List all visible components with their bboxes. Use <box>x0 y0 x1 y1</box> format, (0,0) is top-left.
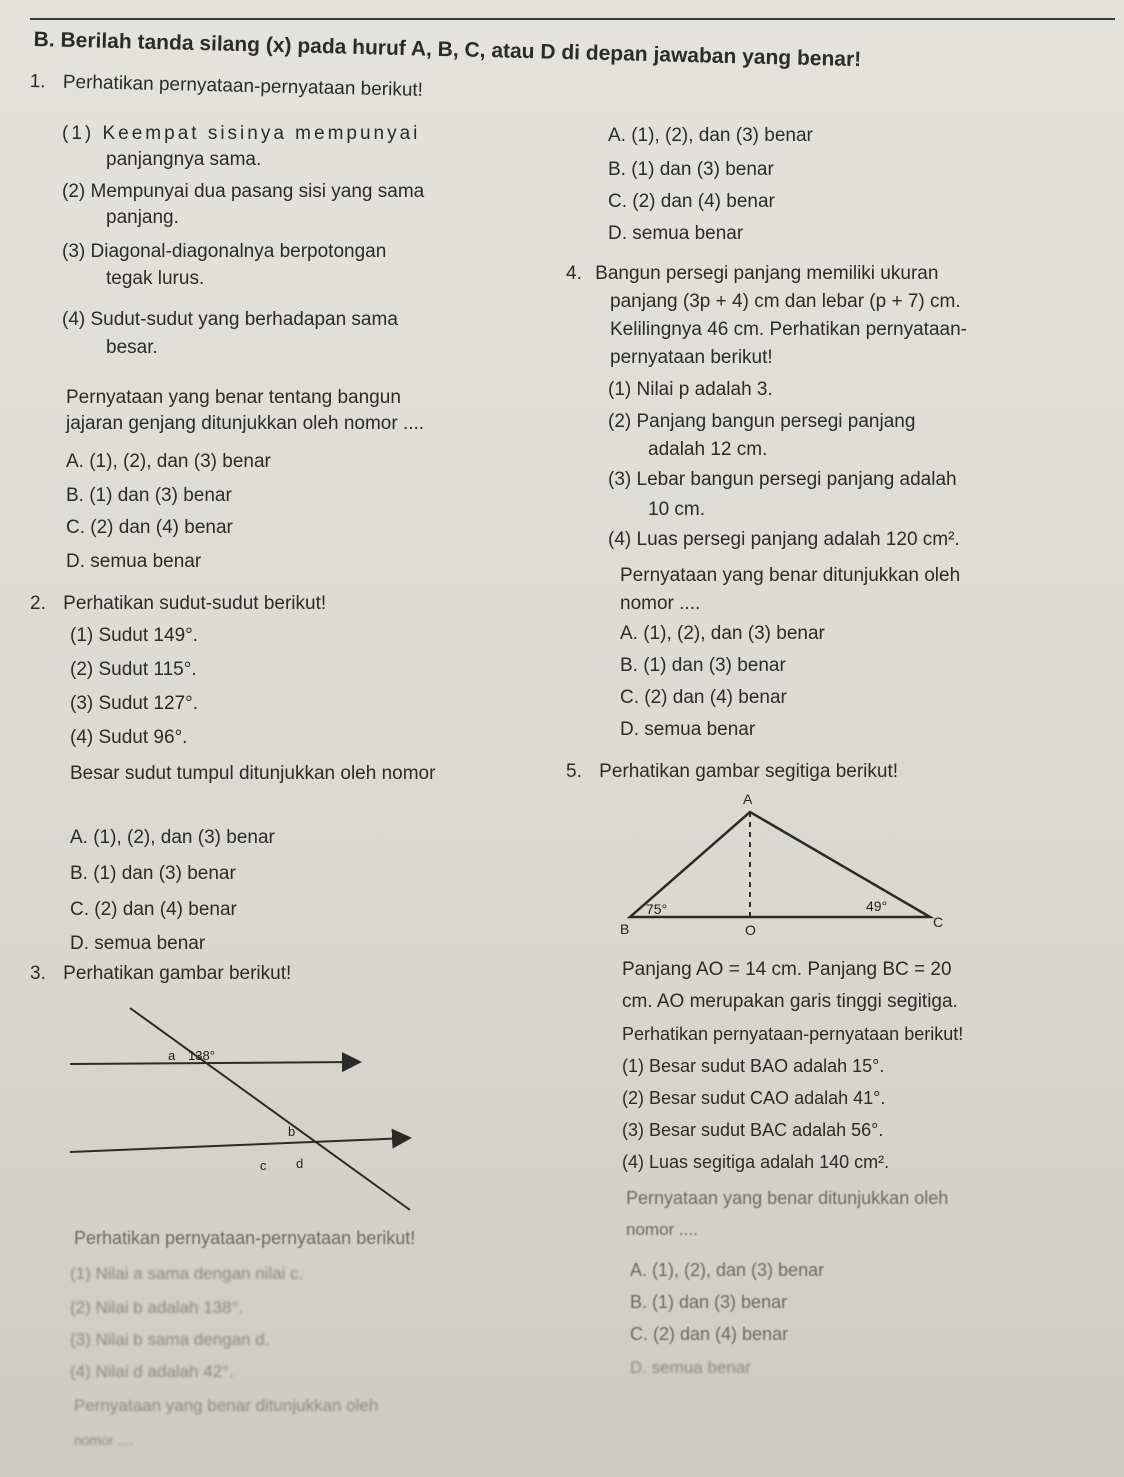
q4-line-3: Kelilingnya 46 cm. Perhatikan pernyataan- <box>610 319 967 340</box>
q4-line-2: panjang (3p + 4) cm dan lebar (p + 7) cm. <box>610 291 961 312</box>
foot-o-label: O <box>745 922 756 938</box>
q2-number: 2. <box>30 593 46 614</box>
q1-option-d[interactable]: D. semua benar <box>66 551 202 572</box>
q3-prompt <box>30 962 291 986</box>
q5-line-2: cm. AO merupakan garis tinggi segitiga. <box>622 991 958 1012</box>
q3-statement-3: (3) Nilai b sama dengan d. <box>70 1330 270 1349</box>
q1-statement-1: (1) Keempat sisinya mempunyai <box>62 123 421 144</box>
q2-statement-2: (2) Sudut 115°. <box>70 659 197 680</box>
q4-statement-4: (4) Luas persegi panjang adalah 120 cm². <box>608 529 960 550</box>
q3-number: 3. <box>30 963 46 984</box>
q3-question: Pernyataan yang benar ditunjukkan oleh <box>74 1396 379 1415</box>
q2-option-d[interactable]: D. semua benar <box>70 933 206 954</box>
q2-prompt-text: Perhatikan sudut-sudut berikut! <box>63 593 327 614</box>
q4-option-d[interactable]: D. semua benar <box>620 719 756 740</box>
q1-statement-3: (3) Diagonal-diagonalnya berpotongan <box>62 241 387 262</box>
q1-question-cont: jajaran genjang ditunjukkan oleh nomor .... <box>66 413 425 434</box>
q5-line-1: Panjang AO = 14 cm. Panjang BC = 20 <box>622 959 952 980</box>
q4-line-1-text: Bangun persegi panjang memiliki ukuran <box>595 263 939 284</box>
q3-statement-1: (1) Nilai a sama dengan nilai c. <box>70 1264 304 1283</box>
q4-statement-2: (2) Panjang bangun persegi panjang <box>608 411 916 432</box>
q4-statement-3-cont: 10 cm. <box>648 499 706 520</box>
q4-question: Pernyataan yang benar ditunjukkan oleh <box>620 565 961 586</box>
q3-statement-4: (4) Nilai d adalah 42°. <box>70 1362 234 1381</box>
angle-c-label-fig: c <box>260 1158 267 1173</box>
q1-statement-4: (4) Sudut-sudut yang berhadapan sama <box>62 309 398 330</box>
q1-statement-1-cont: panjangnya sama. <box>106 149 262 170</box>
q3-option-a[interactable]: A. (1), (2), dan (3) benar <box>630 1260 825 1280</box>
q4-statement-2-cont: adalah 12 cm. <box>648 439 768 460</box>
angle-b-label: 75° <box>646 901 668 917</box>
q1-right-option-d[interactable]: D. semua benar <box>608 223 744 244</box>
triangle-figure <box>600 782 980 952</box>
q2-option-c[interactable]: C. (2) dan (4) benar <box>70 899 237 920</box>
vertex-b-label: B <box>620 921 630 937</box>
q5-statement-3: (3) Besar sudut BAC adalah 56°. <box>622 1120 884 1140</box>
q3-statement-2: (2) Nilai b adalah 138°. <box>70 1298 244 1317</box>
angle-b-label-fig: b <box>288 1124 296 1139</box>
q5-prompt <box>566 760 898 784</box>
q1-right-option-c[interactable]: C. (2) dan (4) benar <box>608 191 775 212</box>
q1-prompt-text: Perhatikan pernyataan-pernyataan berikut! <box>62 71 424 101</box>
angle-c-label: 49° <box>866 898 888 914</box>
q1-right-option-b[interactable]: B. (1) dan (3) benar <box>608 159 774 180</box>
angle-138-label: 138° <box>188 1048 215 1063</box>
q3-option-b[interactable]: B. (1) dan (3) benar <box>630 1292 788 1312</box>
q1-question: Pernyataan yang benar tentang bangun <box>66 387 401 408</box>
q4-statement-1: (1) Nilai p adalah 3. <box>608 379 773 400</box>
q2-question: Besar sudut tumpul ditunjukkan oleh nomor <box>70 763 436 784</box>
q4-number: 4. <box>566 263 582 284</box>
q4-option-c[interactable]: C. (2) dan (4) benar <box>620 687 787 708</box>
vertex-a-label: A <box>743 791 753 807</box>
q3-option-c[interactable]: C. (2) dan (4) benar <box>630 1324 789 1344</box>
q1-option-a[interactable]: A. (1), (2), dan (3) benar <box>66 451 271 472</box>
q1-number: 1. <box>29 70 46 93</box>
q4-line-4: pernyataan berikut! <box>610 347 773 368</box>
q5-statement-1: (1) Besar sudut BAO adalah 15°. <box>622 1056 885 1076</box>
transversal-line <box>130 1008 410 1210</box>
q5-question-cont: nomor .... <box>626 1220 698 1239</box>
q1-statement-4-cont: besar. <box>106 337 158 358</box>
q4-option-b[interactable]: B. (1) dan (3) benar <box>620 655 786 676</box>
q2-option-b[interactable]: B. (1) dan (3) benar <box>70 863 236 884</box>
parallel-line-bottom <box>70 1138 408 1152</box>
q5-statement-2: (2) Besar sudut CAO adalah 41°. <box>622 1088 886 1108</box>
vertex-c-label: C <box>933 914 944 930</box>
section-instruction: B. Berilah tanda silang (x) pada huruf A, B, C, atau D di depan jawaban yang benar! <box>33 28 862 72</box>
q5-prompt-text: Perhatikan gambar segitiga berikut! <box>599 761 899 782</box>
q2-statement-3: (3) Sudut 127°. <box>70 693 199 714</box>
q5-statement-4: (4) Luas segitiga adalah 140 cm². <box>622 1152 890 1172</box>
q4-statement-3: (3) Lebar bangun persegi panjang adalah <box>608 469 957 490</box>
q5-number: 5. <box>566 761 582 782</box>
q1-statement-2: (2) Mempunyai dua pasang sisi yang sama <box>62 181 425 202</box>
q1-option-b[interactable]: B. (1) dan (3) benar <box>66 485 232 506</box>
parallel-lines-figure <box>60 1000 430 1220</box>
q4-line-1 <box>566 262 938 286</box>
q5-line-3: Perhatikan pernyataan-pernyataan berikut! <box>622 1024 964 1044</box>
q4-question-cont: nomor .... <box>620 593 701 614</box>
q5-question: Pernyataan yang benar ditunjukkan oleh <box>626 1188 949 1208</box>
q1-option-c[interactable]: C. (2) dan (4) benar <box>66 517 233 538</box>
q1-statement-3-cont: tegak lurus. <box>106 268 205 289</box>
q2-option-a[interactable]: A. (1), (2), dan (3) benar <box>70 827 275 848</box>
q2-prompt <box>30 592 326 616</box>
angle-a-label: a <box>168 1048 176 1063</box>
q3-prompt-text: Perhatikan gambar berikut! <box>63 963 292 984</box>
q3-question-cont: nomor .... <box>74 1432 134 1448</box>
q2-statement-1: (1) Sudut 149°. <box>70 625 199 646</box>
q4-option-a[interactable]: A. (1), (2), dan (3) benar <box>620 623 825 644</box>
q1-right-option-a[interactable]: A. (1), (2), dan (3) benar <box>608 125 813 146</box>
q3-option-d[interactable]: D. semua benar <box>630 1358 751 1377</box>
q1-statement-2-cont: panjang. <box>106 207 179 228</box>
q3-intro: Perhatikan pernyataan-pernyataan berikut! <box>74 1228 416 1248</box>
q2-statement-4: (4) Sudut 96°. <box>70 727 188 748</box>
angle-d-label-fig: d <box>296 1156 304 1171</box>
